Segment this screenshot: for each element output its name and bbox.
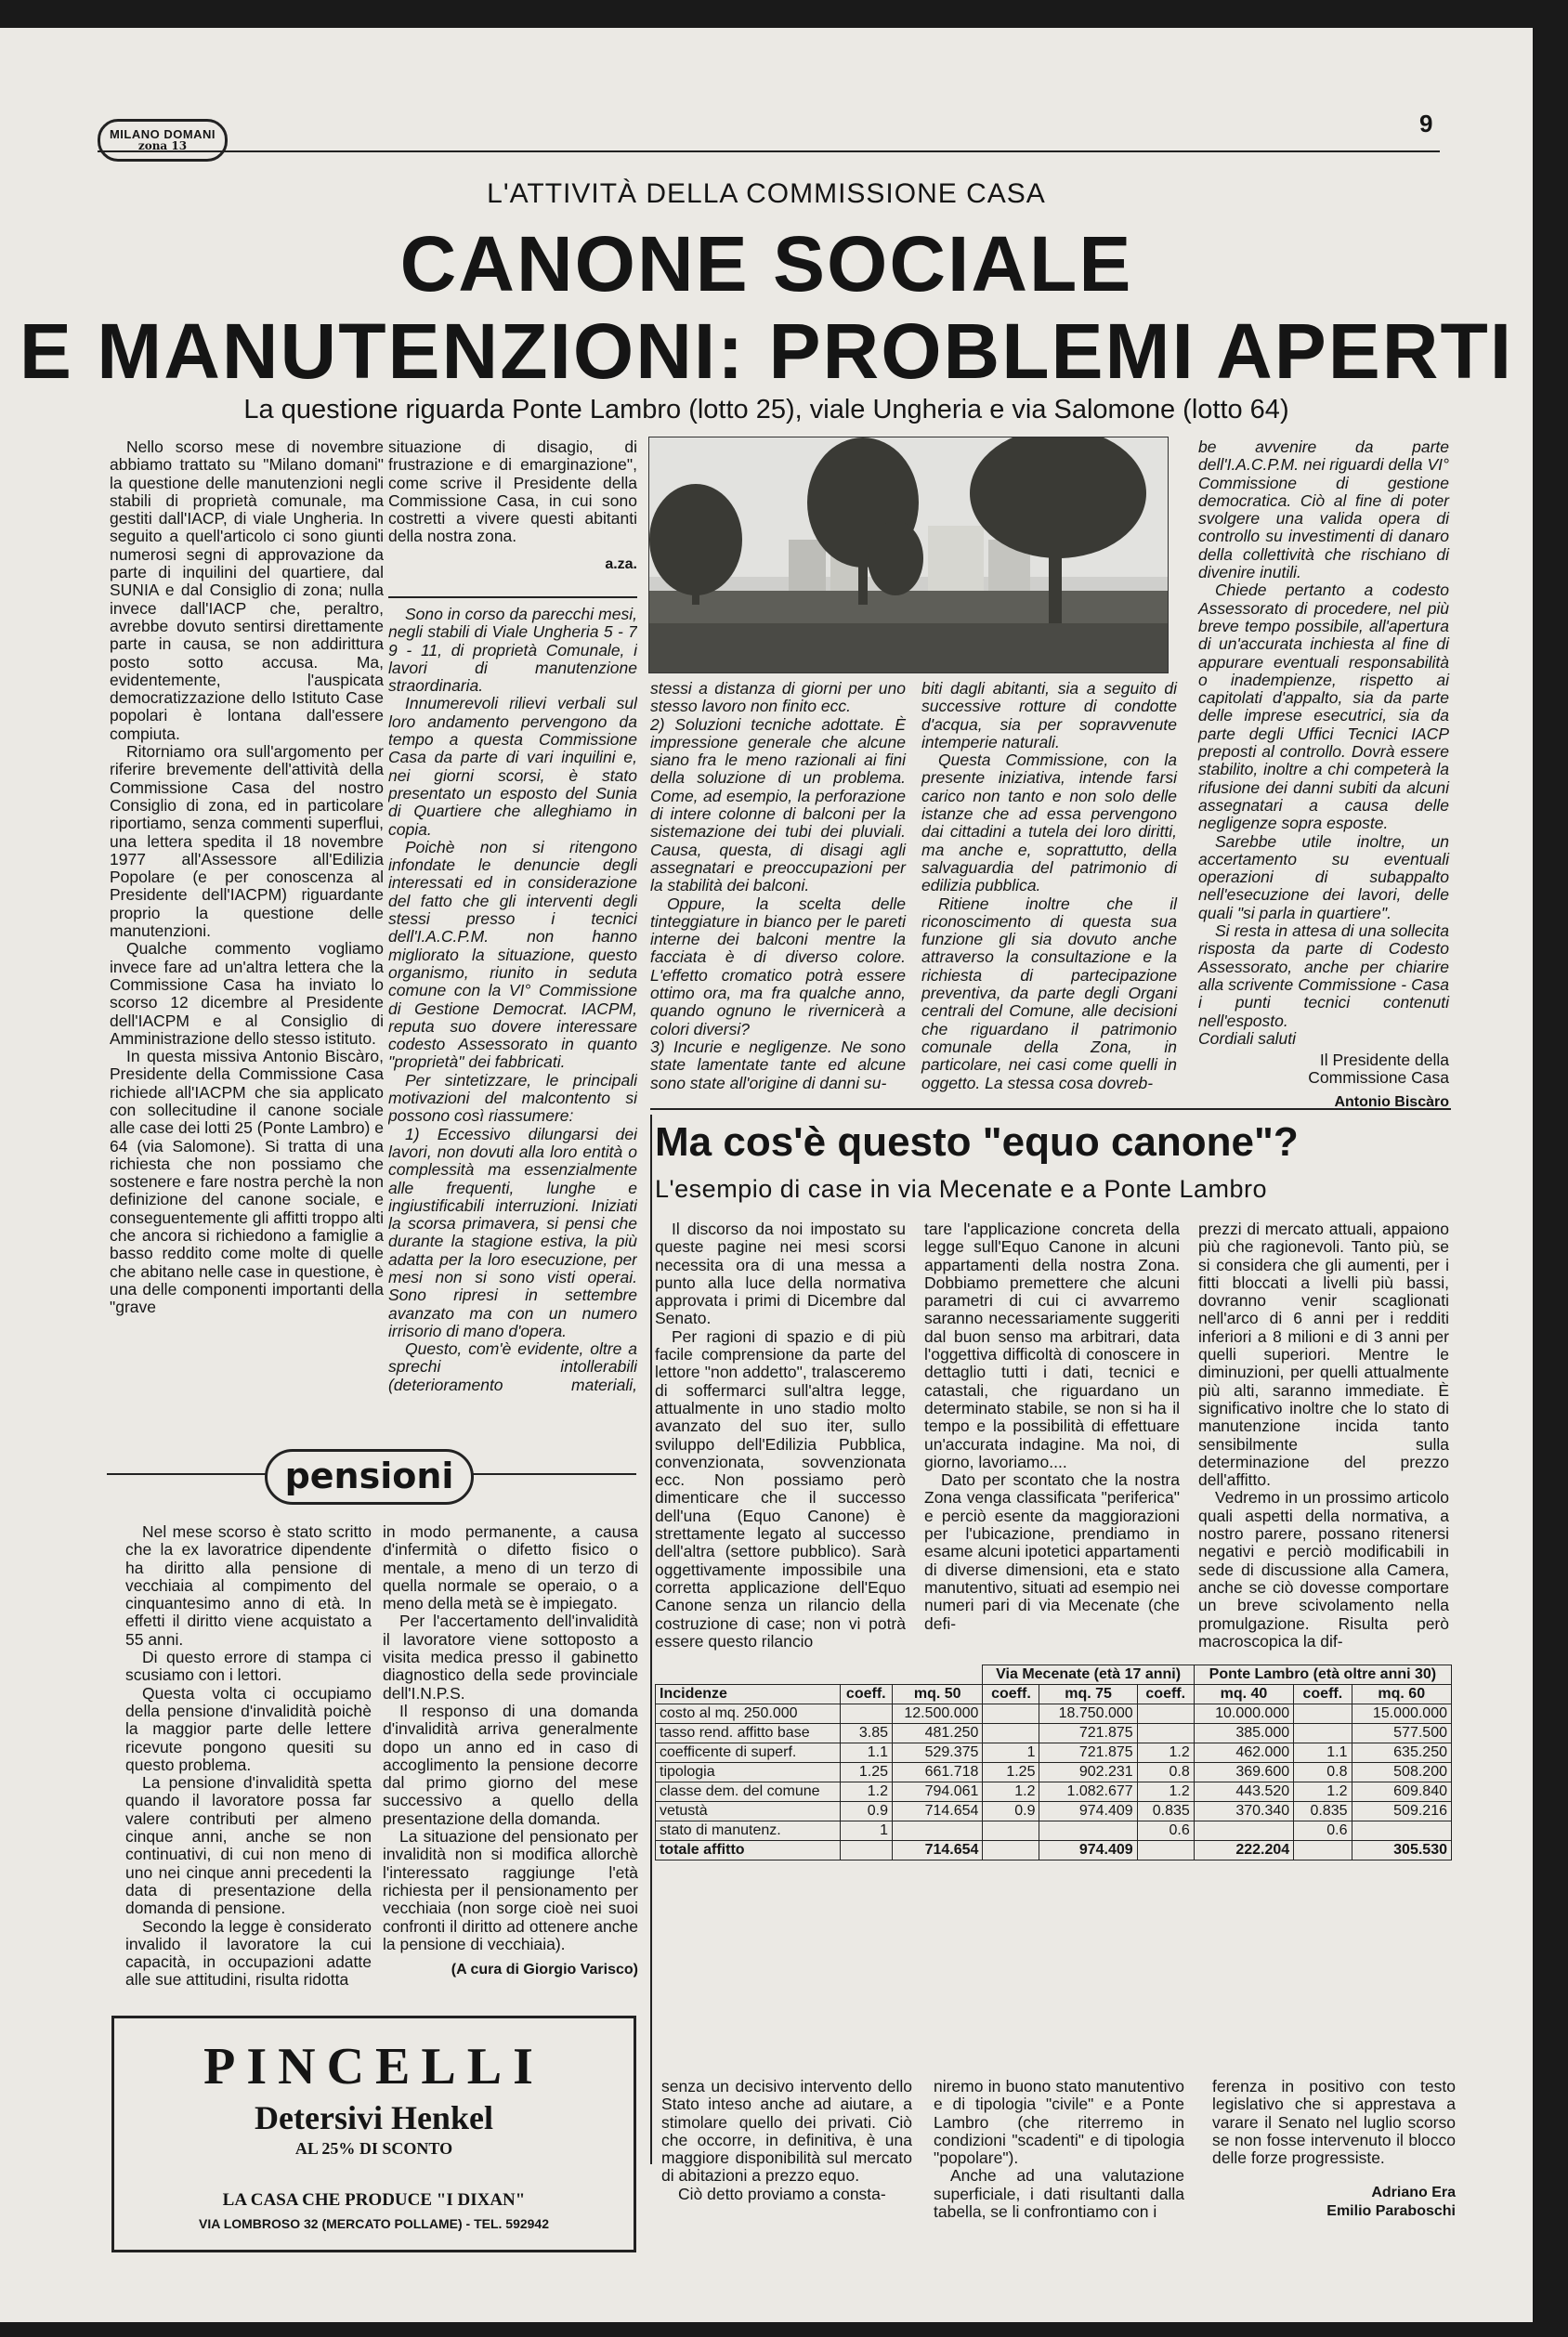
- table-cell: [1137, 1724, 1194, 1743]
- paragraph: In questa missiva Antonio Biscàro, Presidente della Commissione Casa richiede all'IACPM che sia applicato con sollecitudine il canone sociale alle case dei lotti 25 (Ponte Lambro) e 64 (via Salomone). Si tratta di una richiesta che non possiamo che sostenere e fare nostra perchè la non definizione del canone sociale, e conseguentemente gli affitti troppo alti che ancora si richiedono a famiglie a basso reddito come molte di quelle che abitano nelle case in questione, è una delle componenti importanti della "grave: [110, 1047, 384, 1317]
- paragraph: Secondo la legge è considerato invalido il lavoratore la cui capacità, in occupazioni adatte alle sue attitudini, risulta ridotta: [125, 1916, 372, 1990]
- equo-col-2: [924, 1221, 1180, 1633]
- table-cell: [1137, 1704, 1194, 1724]
- table-cell: 1.1: [1294, 1743, 1352, 1763]
- paragraph: biti dagli abitanti, sia a seguito di successive rotture di condotte d'acqua, sia per sopravvenute intemperie naturali.: [921, 679, 1177, 751]
- paragraph: Si resta in attesa di una sollecita risposta da parte di Codesto Assessorato, anche per chiarire alla scrivente Commissione - Casa i punti tecnici contenuti nell'esposto.: [1198, 921, 1449, 1030]
- author-initials: a.za.: [605, 555, 637, 572]
- table-row: [656, 1743, 1452, 1763]
- table-cell: 12.500.000: [893, 1704, 983, 1724]
- paragraph: Cordiali saluti: [1198, 1028, 1297, 1048]
- table-cell: 10.000.000: [1194, 1704, 1293, 1724]
- table-cell: 1.2: [1137, 1782, 1194, 1802]
- signature-role-1: Il Presidente della: [1319, 1051, 1449, 1070]
- table-cell: 714.654: [893, 1841, 983, 1860]
- equo-col-1: [655, 1221, 906, 1651]
- column-header: coeff.: [983, 1685, 1039, 1704]
- ad-address: VIA LOMBROSO 32 (MERCATO POLLAME) - TEL. 592942: [198, 2216, 549, 2231]
- table-cell: vetustà: [656, 1802, 841, 1821]
- table-row: [656, 1802, 1452, 1821]
- paragraph: Il responso di una domanda d'invalidità arriva generalmente dopo un anno ed in caso di accoglimento la pensione decorre dal primo giorno del mese successivo a quello della presentazione della domanda.: [383, 1701, 638, 1828]
- table-cell: 714.654: [893, 1802, 983, 1821]
- table-cell: 369.600: [1194, 1763, 1293, 1782]
- paragraph: Ciò detto proviamo a consta-: [678, 2184, 886, 2203]
- article-col-1: [110, 438, 384, 1317]
- table-cell: classe dem. del comune: [656, 1782, 841, 1802]
- table-row: [656, 1724, 1452, 1743]
- advertisement-pincelli: [111, 2016, 636, 2252]
- kicker: L'ATTIVITÀ DELLA COMMISSIONE CASA: [487, 178, 1046, 209]
- page-number: 9: [1419, 110, 1433, 137]
- table-cell: 1.2: [840, 1782, 893, 1802]
- article-col-2: [388, 438, 637, 573]
- table-cell: 0.835: [1294, 1802, 1352, 1821]
- equo-col-3: [1198, 1221, 1449, 1651]
- pensioni-logo: pensioni: [265, 1449, 474, 1505]
- column-header: mq. 50: [893, 1685, 983, 1704]
- paragraph: La situazione del pensionato per invalidità non si modifica allorchè l'interessato raggiunge l'età richiesta per il pensionamento per vecchiaia (non sorge cioè nei suoi confronti il diritto ad ottenere anche la pensione di vecchiaia).: [383, 1827, 638, 1953]
- letter-col-2: [388, 606, 637, 1395]
- table-cell: 0.9: [983, 1802, 1039, 1821]
- paragraph: 1) Eccessivo dilungarsi dei lavori, non dovuti alla loro entità o complessità ma essenzialmente alle frequenti, lunghe e ingiustificabili interruzioni. Iniziati la scorsa primavera, si pensi che durante la stagione estiva, la più adatta per la loro esecuzione, per mesi non si sono visti operai. Sono ripresi in settembre avanzato ma con un numero irrisorio di mano d'opera.: [388, 1124, 637, 1340]
- paragraph: senza un decisivo intervento dello Stato inteso anche ad aiutare, a stimolare quello dei privati. Ciò che occorre, in definitiva, è una maggiore disponibilità sul mercato di abitazioni a prezzo equo.: [661, 2077, 912, 2186]
- table-cell: 1.2: [1294, 1782, 1352, 1802]
- paragraph: niremo in buono stato manutentivo e di tipologia "civile" e a Ponte Lambro (che riterremo in condizioni "scadenti" e di tipologia "popolare").: [934, 2077, 1184, 2168]
- photo-buildings-trees: [648, 437, 1169, 673]
- table-cell: 1.1: [840, 1743, 893, 1763]
- equo-subheadline: L'esempio di case in via Mecenate e a Ponte Lambro: [655, 1175, 1268, 1203]
- table-header-row: [656, 1685, 1452, 1704]
- paragraph: Anche ad una valutazione superficiale, i dati risultanti dalla tabella, se li confrontiamo con i: [934, 2166, 1184, 2222]
- incidence-table: [655, 1665, 1452, 1860]
- newspaper-page: [0, 28, 1533, 2322]
- table-cell: 1.082.677: [1039, 1782, 1137, 1802]
- paragraph: situazione di disagio, di frustrazione e di emarginazione", come scrive il Presidente della Commissione Casa, in cui sono costretti a vivere questi abitanti della nostra zona.: [388, 437, 637, 546]
- paragraph: Per l'accertamento dell'invalidità il lavoratore viene sottoposto a visita medica presso il gabinetto diagnostico della sede provinciale dell'I.N.P.S.: [383, 1612, 638, 1703]
- table-row: [656, 1782, 1452, 1802]
- table-cell: coefficente di superf.: [656, 1743, 841, 1763]
- table-cell: 15.000.000: [1352, 1704, 1452, 1724]
- paragraph: Vedremo in un prossimo articolo quali aspetti della normativa, a nostro parere, possano ritenersi negativi e perciò modificabili in sede di discussione alla Camera, anche se ciò dovesse comportare un breve scivolamento nella promulgazione. Risulta però macroscopica la dif-: [1198, 1488, 1449, 1651]
- table-cell: [840, 1841, 893, 1860]
- paragraph: Dato per scontato che la nostra Zona venga classificata "periferica" e perciò esente da maggiorazioni per l'ubicazione, prendiamo in esame alcuni ipotetici appartamenti di diverse dimensioni, eta e stato manutentivo, situati ad esempio nei numeri pari di via Mecenate (che defi-: [924, 1470, 1180, 1633]
- column-header: coeff.: [1137, 1685, 1194, 1704]
- table-row: [656, 1704, 1452, 1724]
- photo-image: [649, 437, 1169, 673]
- equo-bottom-col-1: [661, 2078, 912, 2203]
- masthead-title: MILANO DOMANI: [109, 127, 216, 141]
- table-cell: 661.718: [893, 1763, 983, 1782]
- paragraph: Nello scorso mese di novembre abbiamo trattato su "Milano domani" la questione delle manutenzioni negli stabili di proprietà comunale, ma gestiti dall'IACP, di viale Ungheria. In seguito a quell'articolo ci sono giunti numerosi segni di approvazione da parte di inquilini del quartiere, dal SUNIA e dal Consiglio di zona; nulla invece dall'IACP che, peraltro, avrebbe dovuto sentirsi direttamente parte in causa, se non addirittura posto sotto accusa. Ma, evidentemente, l'auspicata democratizzazione dello Istituto Case popolari è lontana dall'essere compiuta.: [110, 437, 384, 743]
- table-cell: 609.840: [1352, 1782, 1452, 1802]
- table-cell: 0.8: [1294, 1763, 1352, 1782]
- table-cell: [1352, 1821, 1452, 1841]
- table-cell: 509.216: [1352, 1802, 1452, 1821]
- table-cell: [983, 1704, 1039, 1724]
- table-cell: 794.061: [893, 1782, 983, 1802]
- section-vertical-rule: [650, 1115, 652, 2164]
- paragraph: tare l'applicazione concreta della legge sull'Equo Canone in alcuni appartamenti della nostra Zona. Dobbiamo premettere che alcuni parametri di cui ci avvarremo saranno necessariamente suggeriti dal buon senso ma arbitrari, data l'oggettiva difficoltà di conoscere in dettaglio tutti i dati, tecnici e catastali, che riguardano un determinato stabile, se non si ha il tempo e la possibilità di effettuare un'accurata indagine. Ma noi, di giorno, lavoriamo....: [924, 1220, 1180, 1471]
- table-cell: tipologia: [656, 1763, 841, 1782]
- section-rule: [650, 1108, 1451, 1110]
- paragraph: stessi a distanza di giorni per uno stesso lavoro non finito ecc.: [650, 679, 906, 716]
- table-cell: 1: [840, 1821, 893, 1841]
- paragraph: Qualche commento vogliamo invece fare ad un'altra lettera che la Commissione Casa ha inviato lo scorso 12 dicembre al Presidente dell'IACPM e al Consiglio di Amministrazione dello stesso istituto.: [110, 939, 384, 1048]
- paragraph: Nel mese scorso è stato scritto che la ex lavoratrice dipendente ha diritto alla pensione di vecchiaia al compimento del cinquantesimo anno di età. In effetti il diritto viene acquistato a 55 anni.: [125, 1522, 372, 1649]
- table-cell: 443.520: [1194, 1782, 1293, 1802]
- paragraph: 2) Soluzioni tecniche adottate. È impressione generale che alcune siano fra le meno razionali ai fini della soluzione di un problema. Come, ad esempio, la perforazione di intere colonne di balconi per la sistemazione dei tubi dei pluviali. Causa, questa, di disagi agli assegnatari e preoccupazioni per la stabilità dei balconi.: [650, 714, 906, 895]
- paragraph: Ritiene inoltre che il riconoscimento di questa sua funzione gli sia dovuto anche attraverso la consultazione e la richiesta di partecipazione preventiva, da parte degli Organi centrali del Comune, alle decisioni che riguardano il patrimonio comunale della Zona, in particolare, nei casi come quelli in oggetto. La stessa cosa dovreb-: [921, 894, 1177, 1092]
- table-cell: [1137, 1841, 1194, 1860]
- group-ponte-lambro: Ponte Lambro (età oltre anni 30): [1194, 1665, 1451, 1685]
- letter-col-4: [921, 680, 1177, 1092]
- table-cell: stato di manutenz.: [656, 1821, 841, 1841]
- letter-col-3: [650, 680, 906, 1092]
- signature-role-2: Commissione Casa: [1308, 1068, 1449, 1088]
- paragraph: Chiede pertanto a codesto Assessorato di procedere, nel più breve tempo possibile, all'apertura di un'accurata inchiesta al fine di appurare eventuali responsabilità o inadempienze, rispetto ai capitolati d'appalto, sia da parte delle imprese esecutrici, sia da parte degli Uffici Tecnici IACP preposti al controllo. Dovrà essere stabilito, inoltre a chi competerà la rifusione dei danni subiti da alcuni assegnatari a causa delle negligenze sopra esposte.: [1198, 581, 1449, 833]
- paragraph: Per sintetizzare, le principali motivazioni del malcontento si possono così riassumere:: [388, 1070, 637, 1126]
- pensioni-col-2: [383, 1523, 638, 1978]
- paragraph: 3) Incurie e negligenze. Ne sono state lamentate tante ed alcune sono state all'origine di danni su-: [650, 1037, 906, 1092]
- equo-headline: Ma cos'è questo "equo canone"?: [655, 1119, 1299, 1165]
- author-name: Adriano Era: [1371, 2185, 1456, 2201]
- paragraph: ferenza in positivo con testo legislativo che si apprestava a varare il Senato nel luglio scorso se non fosse intervenuto il blocco delle forze progressiste.: [1212, 2077, 1456, 2168]
- table-cell: 1.25: [840, 1763, 893, 1782]
- table-cell: 0.6: [1294, 1821, 1352, 1841]
- table-cell: 370.340: [1194, 1802, 1293, 1821]
- table-cell: 974.409: [1039, 1841, 1137, 1860]
- pensioni-credit: (A cura di Giorgio Varisco): [451, 1962, 638, 1978]
- ad-brand: PINCELLI: [203, 2038, 544, 2095]
- table-cell: 385.000: [1194, 1724, 1293, 1743]
- table-row: [656, 1821, 1452, 1841]
- divider: [388, 596, 637, 598]
- paragraph: Il discorso da noi impostato su queste pagine nei mesi scorsi necessita ora di una messa a punto alla luce della normativa approvata i primi di Dicembre dal Senato.: [655, 1220, 906, 1328]
- paragraph: be avvenire da parte dell'I.A.C.P.M. nei riguardi della VI° Commissione di gestione democratica. Ciò al fine di poter svolgere una valida opera di controllo su investimenti di danaro della collettività che rischiano di divenire inutili.: [1198, 437, 1449, 582]
- paragraph: Di questo errore di stampa ci scusiamo con i lettori.: [125, 1648, 372, 1685]
- table-row: [656, 1763, 1452, 1782]
- paragraph: prezzi di mercato attuali, appaiono più che ragionevoli. Tanto più, se si considera che gli aumenti, per i fitti bloccati a livelli più bassi, dovranno venir scaglionati nell'arco di 6 anni per i redditi inferiori a 8 milioni e di 3 anni per quelli superiori. Mentre le diminuzioni, per quelli attualmente più alti, saranno immediate. È significativo inoltre che lo stato di manutenzione incida tanto sensibilmente sulla determinazione del prezzo dell'affitto.: [1198, 1220, 1449, 1490]
- ad-discount: AL 25% DI SCONTO: [294, 2139, 453, 2158]
- ad-tagline: LA CASA CHE PRODUCE "I DIXAN": [222, 2190, 526, 2210]
- table-cell: 902.231: [1039, 1763, 1137, 1782]
- equo-bottom-col-3: [1212, 2078, 1456, 2220]
- pensioni-col-1: [125, 1523, 372, 1990]
- column-header: coeff.: [840, 1685, 893, 1704]
- table-cell: [983, 1724, 1039, 1743]
- table-cell: 635.250: [1352, 1743, 1452, 1763]
- table-cell: 1.2: [1137, 1743, 1194, 1763]
- table-cell: 222.204: [1194, 1841, 1293, 1860]
- table-cell: 1.2: [983, 1782, 1039, 1802]
- paragraph: Ritorniamo ora sull'argomento per riferire brevemente dell'attività della Commissione Casa del nostro Consiglio di zona, ed in particolare riportiamo, senza commenti superflui, una lettera spedita il 18 novembre 1977 all'Assessore all'Edilizia Popolare (e per conoscenza al Presidente dell'IACPM) riguardante proprio la questione delle manutenzioni.: [110, 742, 384, 941]
- table-cell: 974.409: [1039, 1802, 1137, 1821]
- masthead-logo: [98, 119, 228, 162]
- table-cell: 481.250: [893, 1724, 983, 1743]
- headline-line-2: E MANUTENZIONI: PROBLEMI APERTI: [19, 307, 1514, 395]
- masthead-zone: zona 13: [137, 139, 188, 152]
- table-cell: 0.9: [840, 1802, 893, 1821]
- table-total-row: [656, 1841, 1452, 1860]
- paragraph: Questo, com'è evidente, oltre a sprechi intollerabili (deterioramento materiali,: [388, 1339, 637, 1394]
- table-cell: [1294, 1841, 1352, 1860]
- table-cell: 18.750.000: [1039, 1704, 1137, 1724]
- paragraph: Sono in corso da parecchi mesi, negli stabili di Viale Ungheria 5 - 7 9 - 11, di proprietà Comunale, i lavori di manutenzione straordinaria.: [388, 606, 637, 696]
- table-cell: [1294, 1724, 1352, 1743]
- paragraph: Oppure, la scelta delle tinteggiature in bianco per le pareti interne dei balconi mentre la facciata è di diverso colore. L'effetto cromatico potrà essere ottimo ora, ma fra qualche anno, quando ognuno le rivernicerà a colori diversi?: [650, 894, 906, 1038]
- table-cell: 0.835: [1137, 1802, 1194, 1821]
- table-cell: 3.85: [840, 1724, 893, 1743]
- table-cell: [983, 1821, 1039, 1841]
- table-cell: totale affitto: [656, 1841, 841, 1860]
- column-header: mq. 60: [1352, 1685, 1452, 1704]
- paragraph: Poichè non si ritengono infondate le denuncie degli interessati ed in considerazione del fatto che gli interventi degli stessi presso i tecnici dell'I.A.C.P.M. non hanno migliorato la situazione, questo organismo, riunito in seduta comune con la VI° Commissione di Gestione Democrat. IACPM, reputa suo dovere interessare codesto Assessorato in quanto "proprietà" dei fabbricati.: [388, 837, 637, 1072]
- signature-name: Antonio Biscàro: [1334, 1093, 1449, 1110]
- paragraph: Questa Commissione, con la presente iniziativa, intende farsi carico non tanto e non solo delle istanze che ad essa pervengono dai cittadini a tutela dei loro diritti, ma anche e, soprattutto, della salvaguardia del patrimonio di edilizia pubblica.: [921, 751, 1177, 895]
- equo-bottom-col-2: [934, 2078, 1184, 2221]
- table-cell: 0.6: [1137, 1821, 1194, 1841]
- paragraph: Innumerevoli rilievi verbali sul loro andamento pervengono da tempo a questa Commissione Casa da parte di vari inquilini e, nei giorni scorsi, è stato presentato un esposto del Sunia di Quartiere che alleghiamo in copia.: [388, 694, 637, 839]
- table-cell: [983, 1841, 1039, 1860]
- table-cell: 529.375: [893, 1743, 983, 1763]
- author-name: Emilio Paraboschi: [1326, 2202, 1456, 2219]
- table-cell: 0.8: [1137, 1763, 1194, 1782]
- paragraph: La pensione d'invalidità spetta quando il lavoratore possa far valere contributi per almeno cinque anni, anche se non continuativi, di cui non meno di uno nei cinque anni precedenti la data di presentazione della domanda di pensione.: [125, 1773, 372, 1918]
- paragraph: Sarebbe utile inoltre, un accertamento su eventuali operazioni di subappalto nell'esecuzione dei lavori, delle quali "si parla in quartiere".: [1198, 831, 1449, 922]
- paragraph: in modo permanente, a causa d'infermità o difetto fisico o mentale, a meno di un terzo di quella normale se operaio, o a meno della metà se è impiegato.: [383, 1522, 638, 1613]
- table-cell: 1: [983, 1743, 1039, 1763]
- table-cell: 462.000: [1194, 1743, 1293, 1763]
- table-cell: 721.875: [1039, 1743, 1137, 1763]
- paragraph: Questa volta ci occupiamo della pensione d'invalidità poichè la maggior parte delle lettere ricevute pongono quesiti su questo problema.: [125, 1683, 372, 1774]
- headline-line-1: CANONE SOCIALE: [399, 220, 1133, 307]
- letter-col-5: [1198, 438, 1449, 1111]
- group-via-mecenate: Via Mecenate (età 17 anni): [983, 1665, 1194, 1685]
- column-header: mq. 40: [1194, 1685, 1293, 1704]
- table-cell: [893, 1821, 983, 1841]
- table-cell: 577.500: [1352, 1724, 1452, 1743]
- paragraph: Per ragioni di spazio e di più facile comprensione da parte del lettore "non addetto", tralasceremo di soffermarci sull'altra legge, attualmente in uno stadio molto avanzato del suo iter, sullo sviluppo dell'Edilizia Pubblica, convenzionata, sovvenzionata ecc. Non possiamo però dimenticare che il successo dell'una (Equo Canone) è strettamente legato al successo dell'altra (settore pubblico). Sarà oggettivamente impossibile una corretta applicazione dell'Equo Canone senza un rilancio della costruzione di case; non vi potrà essere questo rilancio: [655, 1326, 906, 1651]
- column-header: coeff.: [1294, 1685, 1352, 1704]
- ad-product: Detersivi Henkel: [255, 2099, 493, 2136]
- table-cell: tasso rend. affitto base: [656, 1724, 841, 1743]
- column-header: mq. 75: [1039, 1685, 1137, 1704]
- table-cell: [840, 1704, 893, 1724]
- top-rule: [98, 150, 1440, 152]
- table-cell: 721.875: [1039, 1724, 1137, 1743]
- table-cell: 305.530: [1352, 1841, 1452, 1860]
- subheadline: La questione riguarda Ponte Lambro (lotto 25), viale Ungheria e via Salomone (lotto 64): [243, 395, 1289, 424]
- table-cell: [1194, 1821, 1293, 1841]
- table-cell: 508.200: [1352, 1763, 1452, 1782]
- table-group-header: [656, 1665, 1452, 1685]
- table-cell: 1.25: [983, 1763, 1039, 1782]
- table-cell: [1294, 1704, 1352, 1724]
- table-cell: costo al mq. 250.000: [656, 1704, 841, 1724]
- column-header: Incidenze: [656, 1685, 841, 1704]
- table-cell: [1039, 1821, 1137, 1841]
